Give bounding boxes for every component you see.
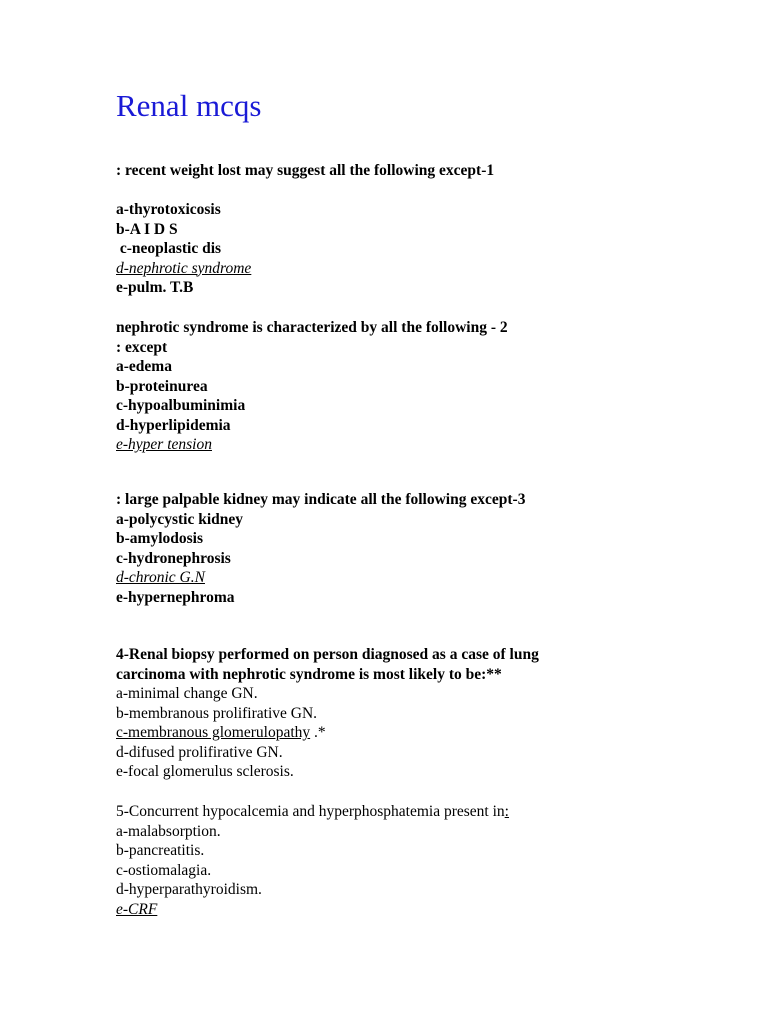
question-5 [116, 802, 736, 919]
question-3-stem: : large palpable kidney may indicate all the following except-3 [116, 491, 526, 508]
question-5-option-d: d-hyperparathyroidism. [116, 881, 262, 898]
question-2-option-c: c-hypoalbuminimia [116, 397, 246, 414]
question-5-option-e-correct: e-CRF [116, 900, 158, 918]
question-3 [116, 490, 736, 607]
question-1-stem: : recent weight lost may suggest all the following except-1 [116, 162, 495, 179]
question-1-option-d-correct: d-nephrotic syndrome [116, 259, 252, 277]
question-1-option-c: c-neoplastic dis [116, 240, 222, 257]
question-5-stem-row [116, 802, 736, 822]
question-2-option-a: a-edema [116, 358, 172, 375]
question-3-option-c: c-hydronephrosis [116, 549, 231, 567]
document-page [116, 86, 736, 918]
question-4-option-c-marker: .* [310, 724, 326, 741]
question-2-option-d: d-hyperlipidemia [116, 416, 231, 434]
question-4-stem: 4-Renal biopsy performed on person diagnosed as a case of lung [116, 646, 539, 663]
question-4 [116, 645, 736, 782]
question-2-stem-cont: : except [116, 338, 168, 356]
question-1-option-a: a-thyrotoxicosis [116, 201, 221, 218]
page-title: Renal mcqs [116, 88, 262, 123]
question-1 [116, 161, 736, 298]
question-1-option-b: b-A I D S [116, 220, 178, 238]
question-5-stem-colon: : [504, 803, 509, 820]
question-4-stem-cont: carcinoma with nephrotic syndrome is most likely to be:** [116, 665, 502, 683]
question-5-option-a: a-malabsorption. [116, 822, 221, 840]
question-2 [116, 318, 736, 455]
question-4-option-c-correct: c-membranous glomerulopathy [116, 724, 311, 741]
question-1-option-e: e-pulm. T.B [116, 279, 194, 296]
question-5-stem: 5-Concurrent hypocalcemia and hyperphosphatemia present in [116, 803, 505, 820]
question-4-option-d: d-difused prolifirative GN. [116, 743, 283, 761]
question-3-option-b: b-amylodosis [116, 530, 203, 547]
question-4-option-b: b-membranous prolifirative GN. [116, 704, 318, 722]
question-5-option-c: c-ostiomalagia. [116, 861, 212, 879]
question-5-option-b: b-pancreatitis. [116, 842, 205, 859]
question-4-option-e: e-focal glomerulus sclerosis. [116, 763, 294, 780]
question-3-option-e: e-hypernephroma [116, 588, 235, 606]
question-3-option-d-correct: d-chronic G.N [116, 569, 205, 586]
question-2-stem: nephrotic syndrome is characterized by all the following - 2 [116, 319, 508, 336]
question-4-option-a: a-minimal change GN. [116, 685, 258, 702]
question-2-option-e-correct: e-hyper tension [116, 436, 212, 453]
question-2-option-b: b-proteinurea [116, 377, 208, 395]
question-4-option-c-row [116, 723, 736, 743]
question-3-option-a: a-polycystic kidney [116, 510, 244, 528]
